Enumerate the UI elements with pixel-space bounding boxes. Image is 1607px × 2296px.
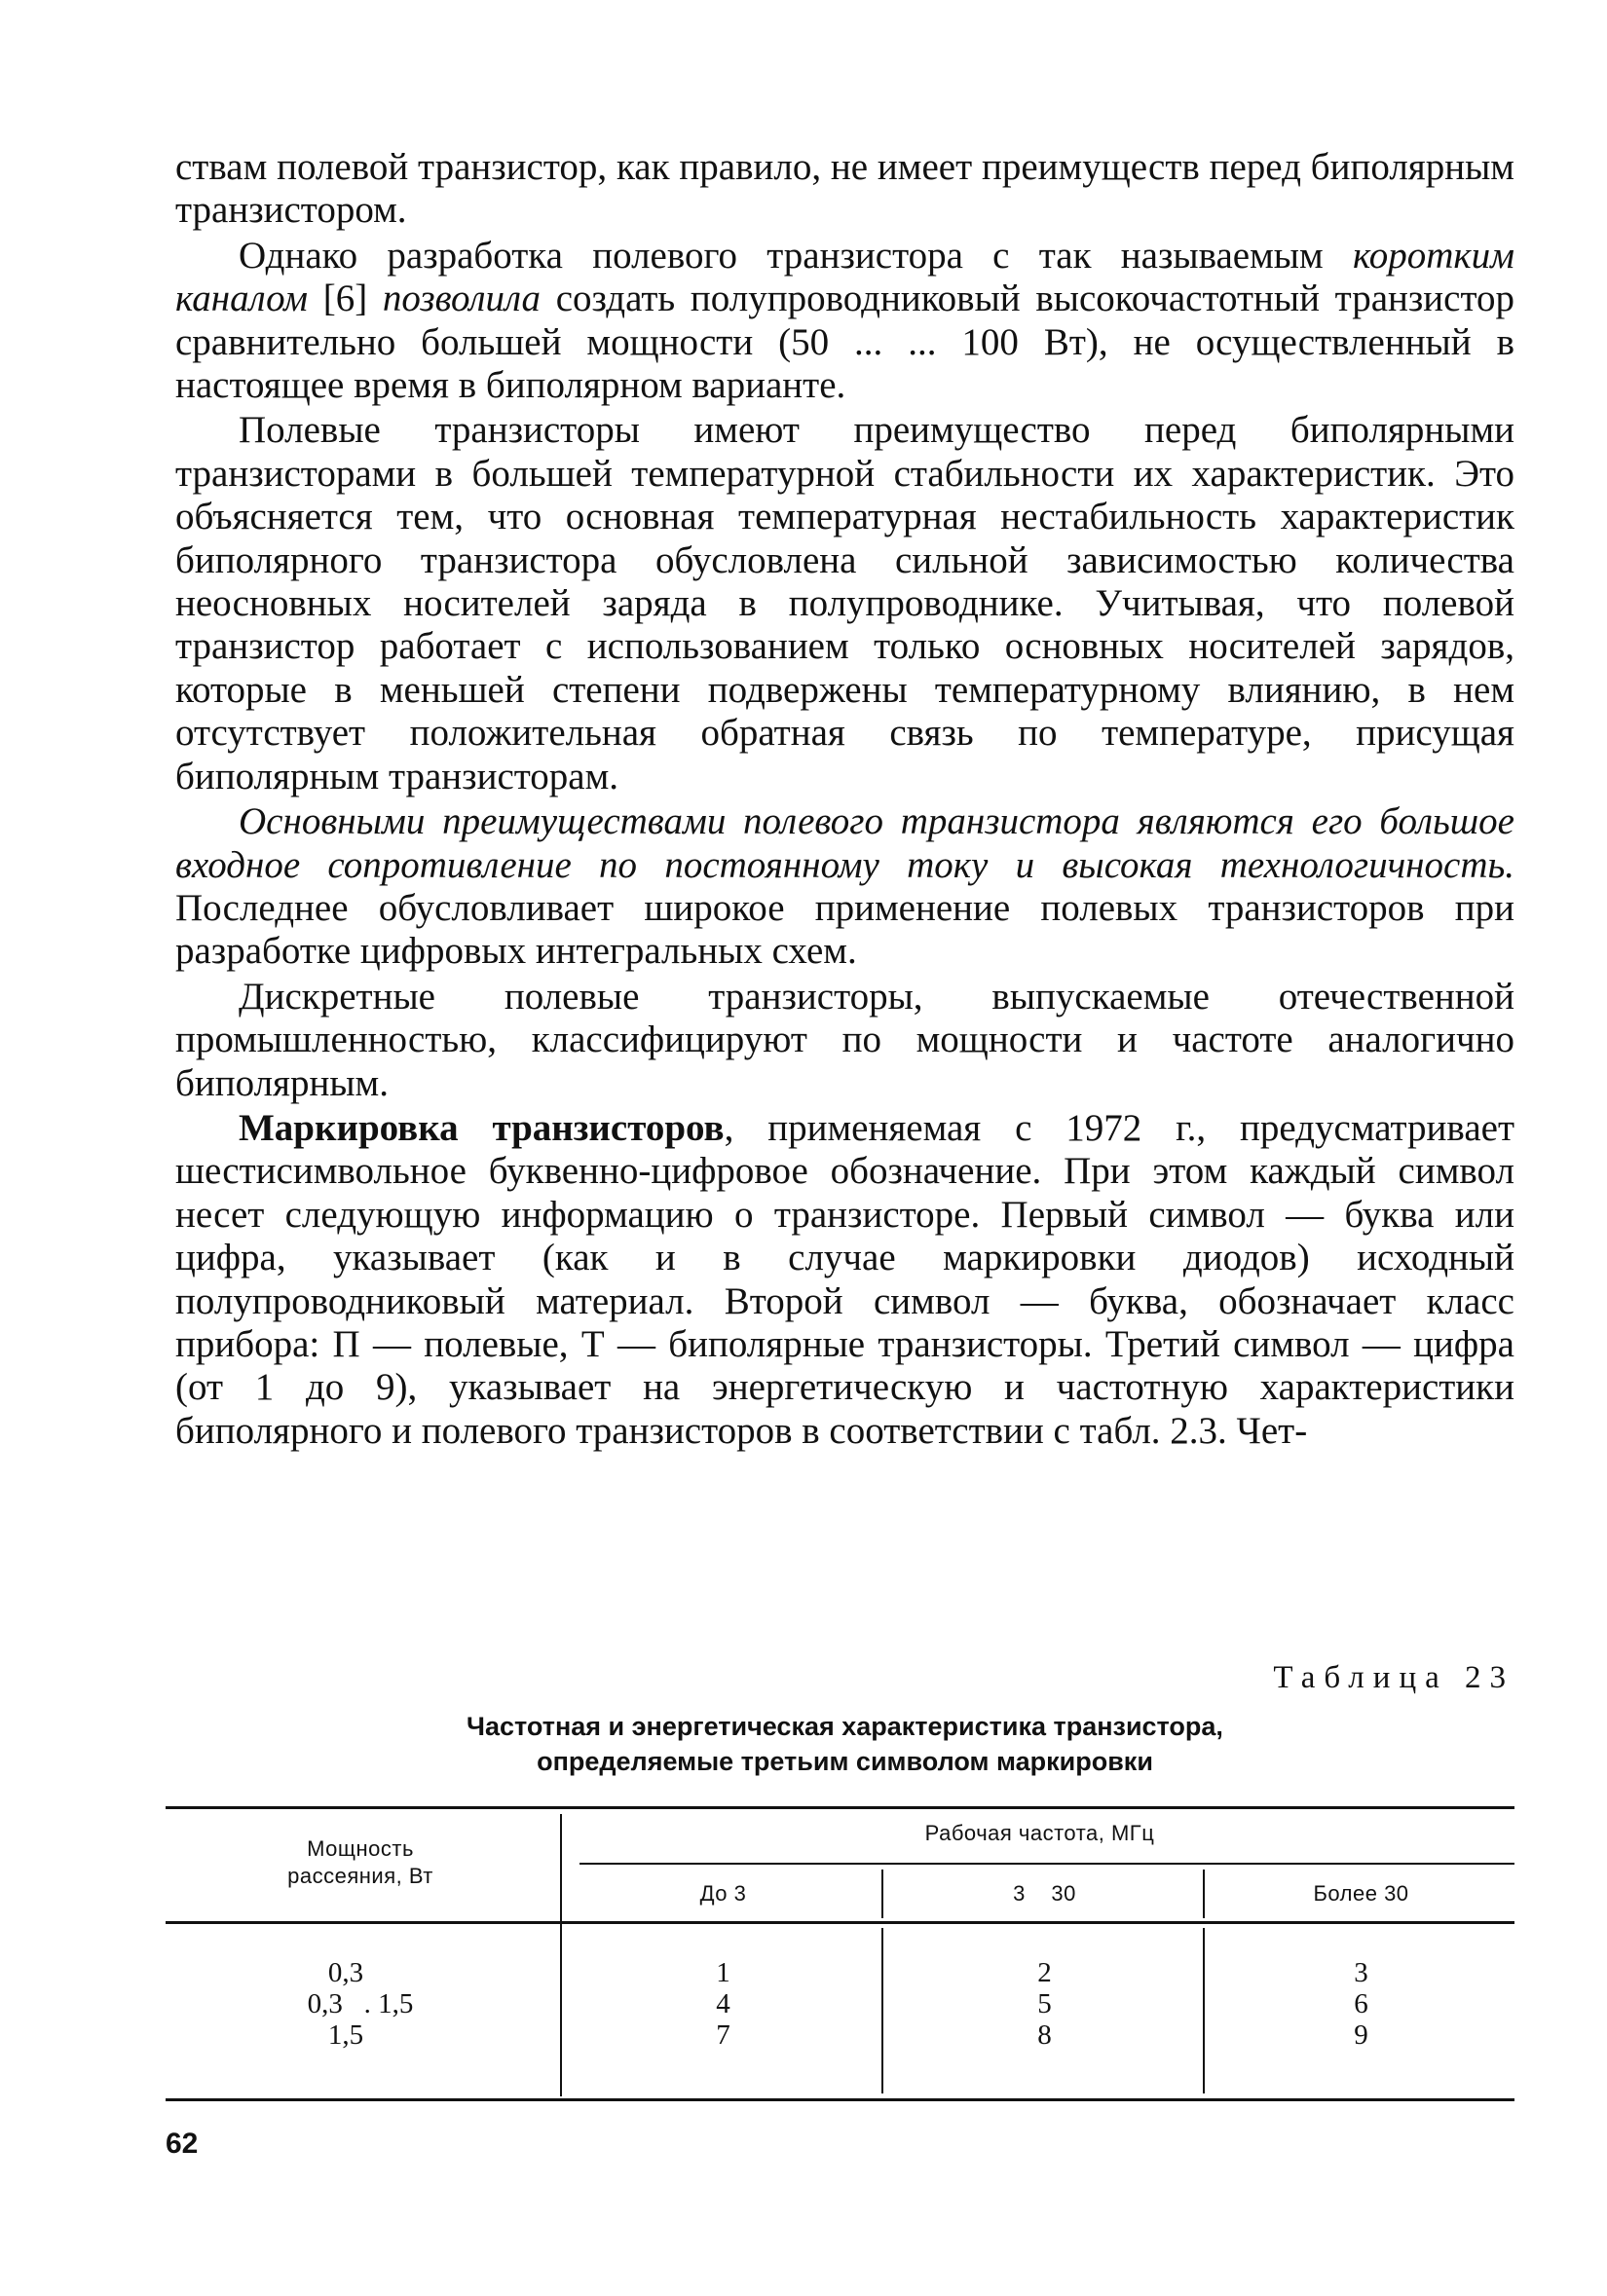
table-row-3-power: 1,5	[327, 2019, 364, 2051]
paragraph-6-rest: , применяемая с 1972 г., предусматривает шестисимвольное буквенно-цифровое обозначение. При этом каждый символ несет следующую информацию о транзисторе. Первый символ — буква или цифра, указывает (как и в случае маркировки диодов) исходный полупроводниковый материал. Второй символ — буква, обозначает класс прибора: П — полевые, Т — биполярные транзисторы. Третий символ — цифра (от 1 до 9), указывает на энергетическую и частотную характеристики биполярного и полевого транзисторов в соответствии с табл. 2.3. Чет-	[175, 1106, 1514, 1452]
header-power-line-1: Мощность	[307, 1836, 414, 1861]
table-title	[175, 1709, 1514, 1779]
citation-ref: [6]	[308, 278, 383, 320]
subheader-up-to-3: До 3	[699, 1881, 747, 1906]
paragraph-4	[175, 800, 1514, 974]
table-title-line-2: определяемые третьим символом маркировки	[537, 1747, 1153, 1776]
subheader-3-30: 3 30	[1013, 1881, 1076, 1906]
table-row-1-c3: 3	[1354, 1957, 1368, 1988]
paragraph-6	[175, 1107, 1514, 1453]
paragraph-5: Дискретные полевые транзисторы, выпускаемые отечественной промышленностью, классифицируют по мощности и частоте аналогично биполярным.	[175, 975, 1514, 1104]
marking-table	[166, 1806, 1514, 2103]
table-bottom-rule	[166, 2098, 1514, 2101]
emphasis-short-channel: коротким каналом	[175, 234, 1514, 320]
col-up-to-3-values	[565, 1957, 881, 2051]
table-top-rule	[166, 1806, 1514, 1809]
header-bottom-rule	[166, 1921, 1514, 1924]
table-row-2-power: 0,3 . 1,5	[307, 1988, 414, 2019]
col-divider-power	[560, 1814, 562, 2096]
table-row-3-c1: 7	[716, 2019, 730, 2051]
table-row-2-c2: 5	[1037, 1988, 1052, 2019]
table-row-3-c2: 8	[1037, 2019, 1052, 2051]
heading-marking: Маркировка транзисторов	[239, 1106, 725, 1149]
paragraph-2-part: Однако разработка полевого транзистора с так называемым	[239, 234, 1353, 277]
col-power-values	[166, 1957, 555, 2051]
col-3-30-values	[886, 1957, 1203, 2051]
paragraph-2	[175, 235, 1514, 408]
col-over-30-values	[1208, 1957, 1514, 2051]
header-power	[166, 1835, 555, 1890]
col-divider-2-body	[1203, 1928, 1205, 2093]
emphasis-advantages: Основными преимуществами полевого транзистора являются его большое входное сопротивление по постоянному току и высокая технологичность.	[175, 800, 1514, 886]
col-divider-2	[1203, 1870, 1205, 1918]
table-title-line-1: Частотная и энергетическая характеристика транзистора,	[467, 1712, 1223, 1741]
paragraph-4-rest: Последнее обусловливает широкое применение полевых транзисторов при разработке цифровых интегральных схем.	[175, 886, 1514, 973]
col-divider-1-body	[881, 1928, 883, 2093]
paragraph-2-rest: создать полупроводниковый высокочастотный транзистор сравнительно большей мощности (50 ... ... 100 Вт), не осуществленный в настоящее время в биполярном варианте.	[175, 278, 1514, 407]
table-row-1-c2: 2	[1037, 1957, 1052, 1988]
emphasis-allowed: позволила	[382, 278, 542, 320]
header-power-line-2: рассеяния, Вт	[287, 1864, 433, 1888]
table-row-3-c3: 9	[1354, 2019, 1368, 2051]
table-label: Таблица 23	[1273, 1660, 1514, 1695]
table-row-1-power: 0,3	[327, 1957, 364, 1988]
paragraph-1: ствам полевой транзистор, как правило, не имеет преимуществ перед биполярным транзистором.	[175, 146, 1514, 232]
freq-header-rule	[579, 1863, 1514, 1865]
paragraph-3: Полевые транзисторы имеют преимущество перед биполярными транзисторами в большей температурной стабильности их характеристик. Это объясняется тем, что основная температурная нестабильность характеристик биполярного транзистора обусловлена сильной зависимостью количества неосновных носителей заряда в полупроводнике. Учитывая, что полевой транзистор работает с использованием только основных носителей зарядов, которые в меньшей степени подвержены температурному влиянию, в нем отсутствует положительная обратная связь по температуре, присущая биполярным транзисторам.	[175, 409, 1514, 797]
subheader-over-30: Более 30	[1313, 1881, 1409, 1906]
table-row-1-c1: 1	[716, 1957, 730, 1988]
table-row-2-c3: 6	[1354, 1988, 1368, 2019]
page-number: 62	[166, 2128, 199, 2160]
header-frequency: Рабочая частота, МГц	[924, 1821, 1155, 1845]
table-row-2-c1: 4	[716, 1988, 730, 2019]
body-text	[175, 146, 1514, 1455]
col-divider-1	[881, 1870, 883, 1918]
